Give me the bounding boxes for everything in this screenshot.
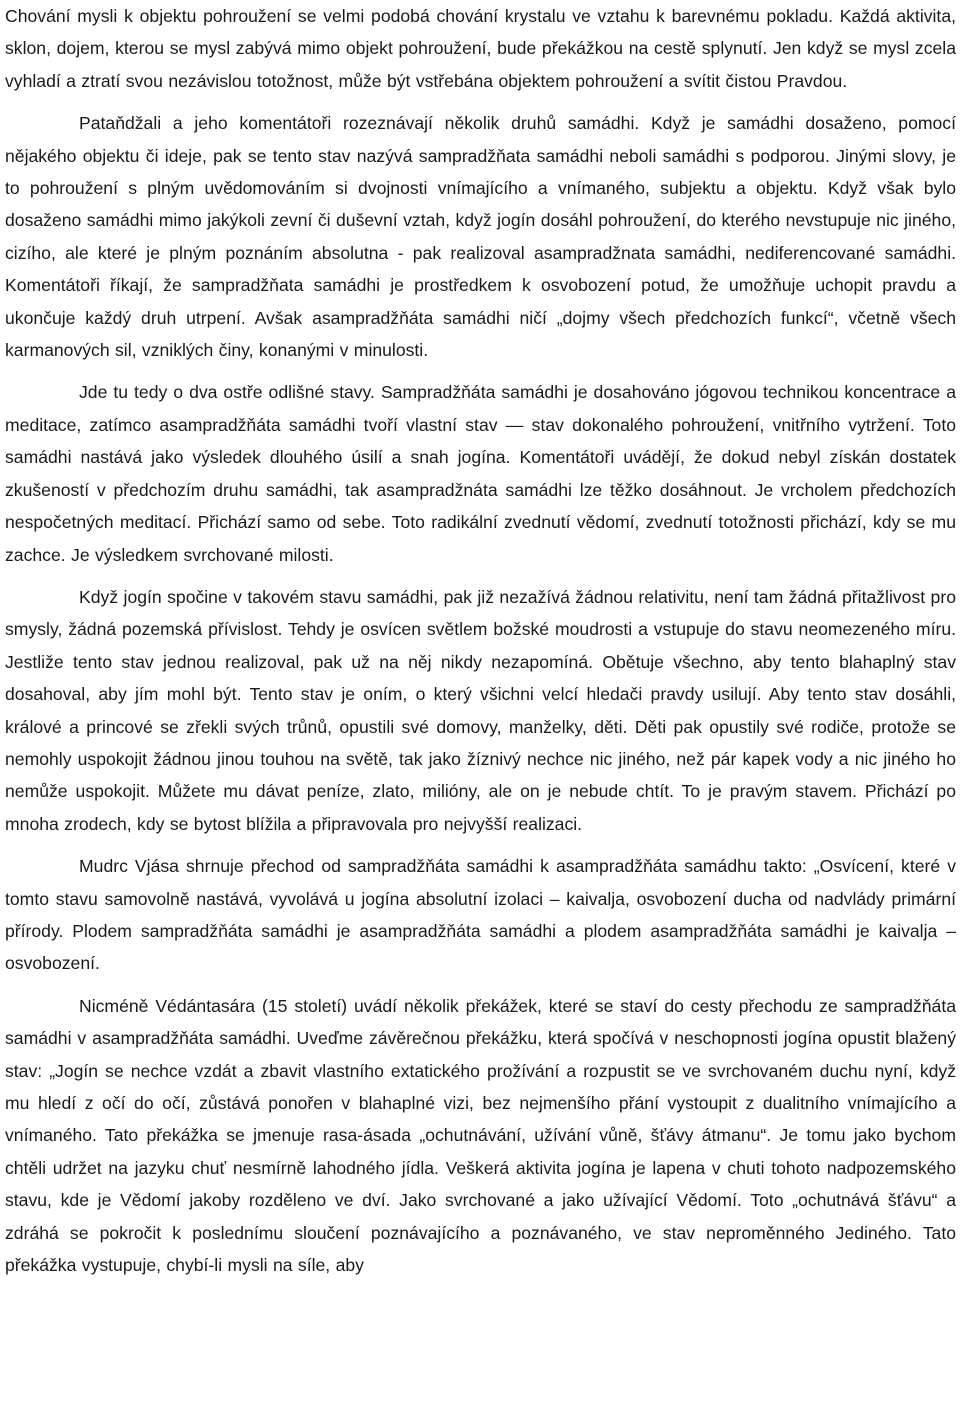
paragraph-vedantasara-obstacles: Nicméně Védántasára (15 století) uvádí několik překážek, které se staví do cesty přechodu ze sampradžňáta samádhi v asampradžňáta samádhi. Uveďme závěrečnou překážku, která spočívá v neschopnosti jogína opustit blažený stav: „Jogín se nechce vzdát a zbavit vlastního extatického prožívání a rozpustit se ve svrchovaném duchu nyní, když mu hledí z očí do očí, zůstává ponořen v blahaplné vizi, bez nejmenšího přání vystoupit z dualitního vnímajícího a vnímaného. Tato překážka se jmenuje rasa-ásada „ochutnávání, užívání vůně, šťávy átmanu“. Je tomu jako bychom chtěli udržet na jazyku chuť nesmírně lahodného jídla. Veškerá aktivita jogína je lapena v chuti tohoto nadpozemského stavu, kde je Vědomí jakoby rozděleno ve dví. Jako svrchované a jako užívající Vědomí. Toto „ochutnává šťávu“ a zdráhá se pokročit k poslednímu sloučení poznávajícího a poznávaného, ve stav neproměnného Jediného. Tato překážka vystupuje, chybí-li mysli na síle, aby [5,995,956,1276]
paragraph-samadhi-kinds: Pataňdžali a jeho komentátoři rozeznávají několik druhů samádhi. Když je samádhi dosaženo, pomocí nějakého objektu či ideje, pak se tento stav nazývá sampradžňata samádhi neboli samádhi s podporou. Jinými slovy, je to pohroužení s plným uvědomováním si dvojnosti vnímajícího a vnímaného, subjektu a objektu. Když však bylo dosaženo samádhi mimo jakýkoli zevní či duševní vztah, když jogín dosáhl pohroužení, do kterého nevstupuje nic jiného, cizího, ale které je plným poznáním absolutna - pak realizoval asampradžnata samádhi, nediferencované samádhi. Komentátoři říkají, že sampradžňata samádhi je prostředkem k osvobození potud, že umožňuje uchopit pravdu a ukončuje každý druh utrpení. Avšak asampradžňáta samádhi ničí „dojmy všech předchozích funkcí“, včetně všech karmanových sil, vzniklých činy, konanými v minulosti. [5,113,956,361]
paragraph-yogin-rests: Když jogín spočine v takovém stavu samádhi, pak již nezažívá žádnou relativitu, není tam žádná přitažlivost pro smysly, žádná pozemská přívislost. Tehdy je osvícen světlem božské moudrosti a vstupuje do stavu neomezeného míru. Jestliže tento stav jednou realizoval, pak už na něj nikdy nezapomíná. Obětuje všechno, aby tento blahaplný stav dosahoval, aby jím mohl být. Tento stav je oním, o který všichni velcí hledači pravdy usilují. Aby tento stav dosáhli, králové a princové se zřekli svých trůnů, opustili své domovy, manželky, děti. Děti pak opustily své rodiče, protože se nemohly uspokojit žádnou jinou touhou na světě, tak jako žíznivý nechce nic jiného, než pár kapek vody a nic jiného ho nemůže uspokojit. Můžete mu dávat peníze, zlato, milióny, ale on je nebude chtít. To je pravým stavem. Přichází po mnoha zrodech, kdy se bytost blížila a připravovala pro nejvyšší realizaci. [5,586,956,834]
document-page [5,0,956,1281]
paragraph-vyasa-summary: Mudrc Vjása shrnuje přechod od sampradžňáta samádhi k asampradžňáta samádhu takto: „Osvícení, které v tomto stavu samovolně nastává, vyvolává u jogína absolutní izolaci – kaivalja, osvobození ducha od nadvlády primární přírody. Plodem sampradžňáta samádhi je asampradžňáta samádhi a plodem asampradžňáta samádhi je kaivalja – osvobození. [5,856,956,974]
paragraph-two-states: Jde tu tedy o dva ostře odlišné stavy. Sampradžňáta samádhi je dosahováno jógovou technikou koncentrace a meditace, zatímco asampradžňáta samádhi tvoří vlastní stav — stav dokonalého pohroužení, vnitřního vytržení. Toto samádhi nastává jako výsledek dlouhého úsilí a snah jogína. Komentátoři uvádějí, že dokud nebyl získán dostatek zkušeností v předchozím druhu samádhi, tak asampradžnáta samádhi lze těžko dosáhnout. Je vrcholem předchozích nespočetných meditací. Přichází samo od sebe. Toto radikální zvednutí vědomí, zvednutí totožnosti přichází, kdy se mu zachce. Je výsledkem svrchované milosti. [5,382,956,565]
paragraph-crystal-analogy: Chování mysli k objektu pohroužení se velmi podobá chování krystalu ve vztahu k barevnému pokladu. Každá aktivita, sklon, dojem, kterou se mysl zabývá mimo objekt pohroužení, bude překážkou na cestě splynutí. Jen když se mysl zcela vyhladí a ztratí svou nezávislou totožnost, může být vstřebána objektem pohroužení a svítit čistou Pravdou. [5,6,956,91]
